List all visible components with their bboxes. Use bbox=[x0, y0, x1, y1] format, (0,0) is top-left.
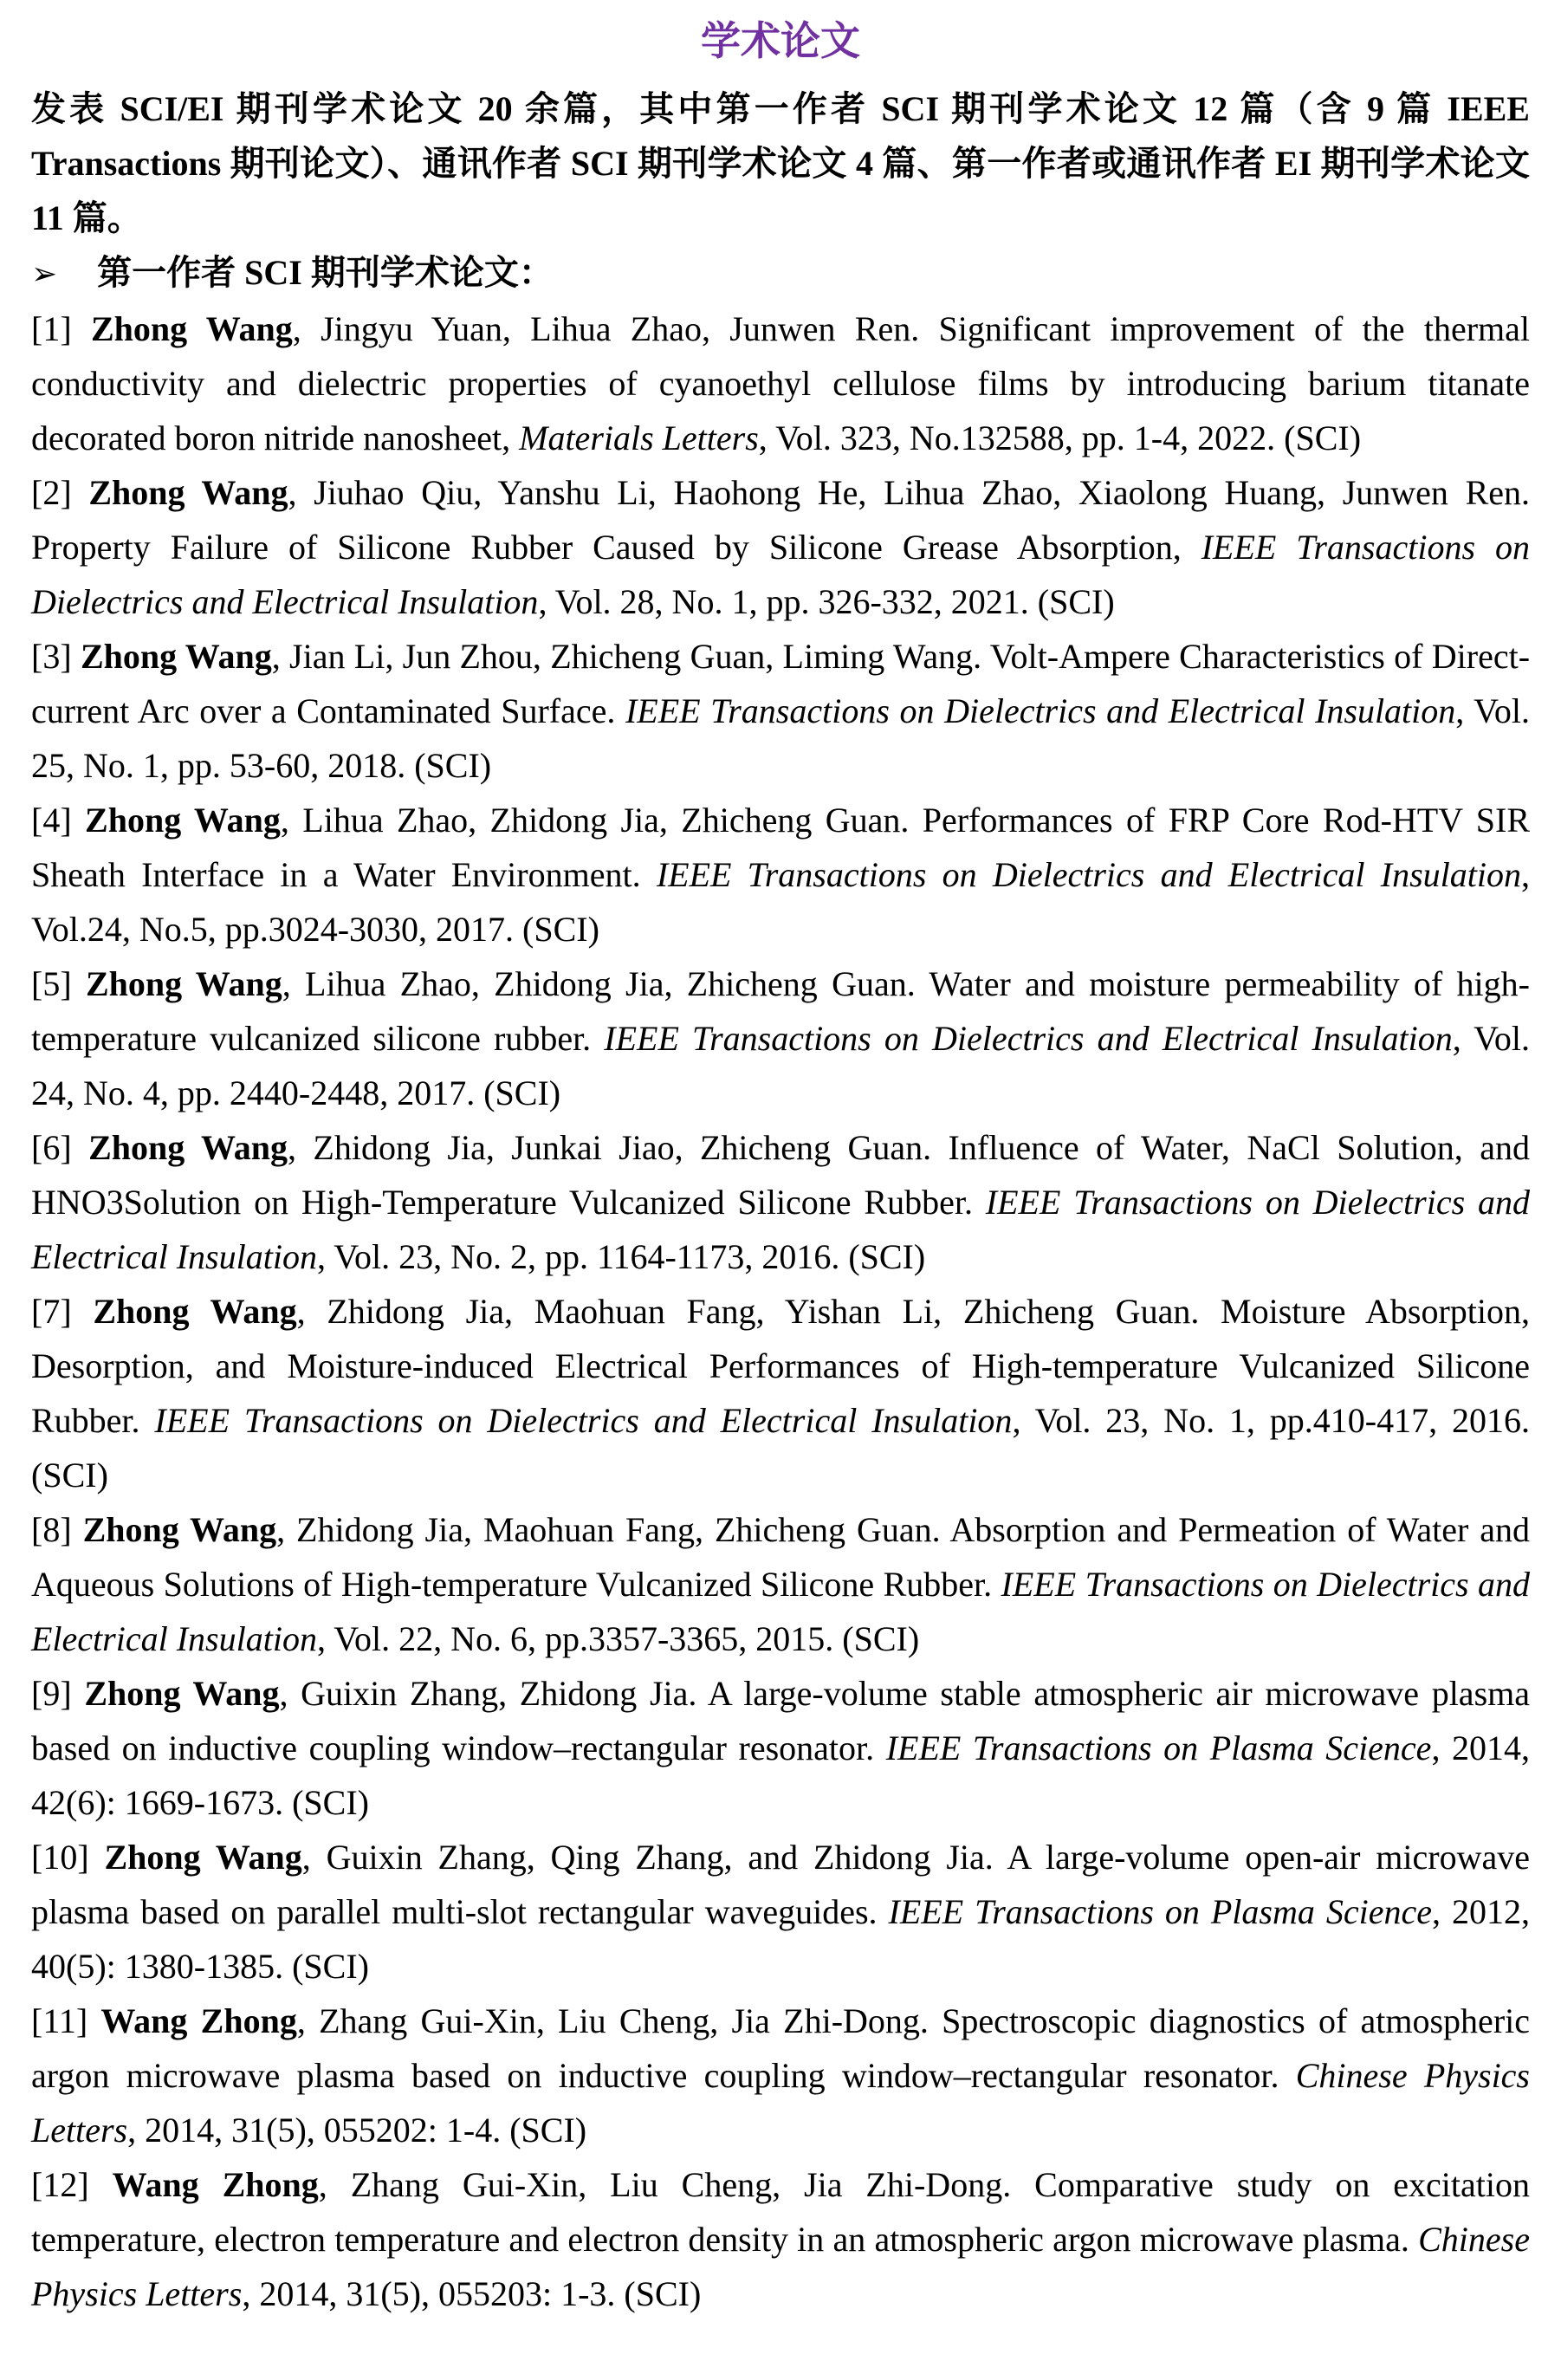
reference-text: , Lihua Zhao, Zhidong Jia, Zhicheng Guan. Water and moisture permeability of high-temperature vulcanized silicone rubber. bbox=[31, 964, 1530, 1058]
reference-text: , Jingyu Yuan, Lihua Zhao, Junwen Ren. Significant improvement of the thermal conductivity and dielectric properties of cyanoethyl cellulose films by introducing barium titanate decorated boron nitride nanosheet, bbox=[31, 309, 1530, 457]
author-name: Wang Zhong bbox=[112, 2165, 319, 2204]
reference-text: , Guixin Zhang, Qing Zhang, and Zhidong Jia. A large-volume open-air microwave plasma based on parallel multi-slot rectangular waveguides. bbox=[31, 1838, 1530, 1931]
reference-item bbox=[31, 2157, 1530, 2321]
reference-item bbox=[31, 1120, 1530, 1284]
journal-name: Chinese Physics Letters bbox=[31, 2220, 1530, 2313]
reference-text: , 2012, 40(5): 1380-1385. (SCI) bbox=[31, 1892, 1530, 1986]
author-name: Zhong Wang bbox=[93, 1292, 297, 1331]
reference-text: , Vol. 25, No. 1, pp. 53-60, 2018. (SCI) bbox=[31, 691, 1530, 785]
reference-text: , Zhidong Jia, Maohuan Fang, Zhicheng Guan. Absorption and Permeation of Water and Aqueous Solutions of High-temperature Vulcanized Silicone Rubber. bbox=[31, 1510, 1530, 1604]
section-heading bbox=[31, 245, 1530, 302]
reference-item bbox=[31, 1830, 1530, 1994]
reference-label: [12] bbox=[31, 2165, 113, 2204]
reference-text: , Jian Li, Jun Zhou, Zhicheng Guan, Liming Wang. Volt-Ampere Characteristics of Direct-current Arc over a Contaminated Surface. bbox=[31, 637, 1531, 730]
reference-label: [10] bbox=[31, 1838, 105, 1877]
journal-name: IEEE Transactions on Dielectrics and Electrical Insulation bbox=[154, 1401, 1013, 1440]
journal-name: IEEE Transactions on Plasma Science bbox=[888, 1892, 1432, 1931]
reference-text: , 2014, 42(6): 1669-1673. (SCI) bbox=[31, 1728, 1531, 1822]
reference-label: [2] bbox=[31, 473, 89, 512]
reference-text: , Zhidong Jia, Junkai Jiao, Zhicheng Guan. Influence of Water, NaCl Solution, and HNO3Solution on High-Temperature Vulcanized Silicone Rubber. bbox=[31, 1128, 1530, 1222]
reference-item bbox=[31, 793, 1530, 957]
document-page bbox=[31, 12, 1530, 2321]
reference-text: , Lihua Zhao, Zhidong Jia, Zhicheng Guan. Performances of FRP Core Rod-HTV SIR Sheath Interface in a Water Environment. bbox=[31, 801, 1531, 894]
reference-item bbox=[31, 1994, 1530, 2157]
reference-text: , 2014, 31(5), 055202: 1-4. (SCI) bbox=[127, 2111, 587, 2150]
journal-name: IEEE Transactions on Plasma Science bbox=[885, 1728, 1432, 1767]
reference-text: , Zhang Gui-Xin, Liu Cheng, Jia Zhi-Dong. Comparative study on excitation temperature, electron temperature and electron density in an atmospheric argon microwave plasma. bbox=[31, 2165, 1531, 2259]
reference-list bbox=[31, 302, 1530, 2321]
reference-label: [11] bbox=[31, 2001, 101, 2040]
reference-text: , Vol. 28, No. 1, pp. 326-332, 2021. (SCI) bbox=[538, 582, 1115, 621]
reference-text: , Guixin Zhang, Zhidong Jia. A large-volume stable atmospheric air microwave plasma based on inductive coupling window–rectangular resonator. bbox=[31, 1674, 1530, 1767]
author-name: Zhong Wang bbox=[88, 1128, 288, 1167]
author-name: Zhong Wang bbox=[88, 473, 288, 512]
author-name: Zhong Wang bbox=[104, 1838, 302, 1877]
reference-text: , Vol. 323, No.132588, pp. 1-4, 2022. (SCI) bbox=[758, 418, 1362, 457]
author-name: Zhong Wang bbox=[85, 801, 281, 840]
journal-name: IEEE Transactions on Dielectrics and Electrical Insulation bbox=[604, 1019, 1453, 1058]
reference-text: , Jiuhao Qiu, Yanshu Li, Haohong He, Lihua Zhao, Xiaolong Huang, Junwen Ren. Property Failure of Silicone Rubber Caused by Silicone Grease Absorption, bbox=[31, 473, 1531, 567]
reference-label: [9] bbox=[31, 1674, 85, 1713]
arrowhead-bullet-icon: ➢ bbox=[31, 256, 58, 292]
author-name: Zhong Wang bbox=[82, 1510, 277, 1549]
reference-item bbox=[31, 1284, 1530, 1502]
reference-text: , Vol. 22, No. 6, pp.3357-3365, 2015. (SCI) bbox=[316, 1619, 920, 1658]
journal-name: Chinese Physics Letters bbox=[31, 2056, 1531, 2150]
journal-name: IEEE Transactions on Dielectrics and Electrical Insulation bbox=[31, 1183, 1530, 1276]
reference-label: [3] bbox=[31, 637, 81, 676]
reference-text: , Zhidong Jia, Maohuan Fang, Yishan Li, Zhicheng Guan. Moisture Absorption, Desorption, and Moisture-induced Electrical Performances of High-temperature Vulcanized Silicone Rubber. bbox=[31, 1292, 1530, 1440]
reference-item bbox=[31, 302, 1530, 465]
reference-text: , Vol. 23, No. 2, pp. 1164-1173, 2016. (SCI) bbox=[316, 1237, 926, 1276]
author-name: Wang Zhong bbox=[100, 2001, 297, 2040]
reference-text: , Vol.24, No.5, pp.3024-3030, 2017. (SCI) bbox=[31, 855, 1530, 949]
journal-name: IEEE Transactions on Dielectrics and Electrical Insulation bbox=[31, 528, 1531, 621]
journal-name: Materials Letters bbox=[519, 418, 759, 457]
reference-label: [6] bbox=[31, 1128, 89, 1167]
journal-name: IEEE Transactions on Dielectrics and Electrical Insulation bbox=[31, 1565, 1531, 1658]
reference-item bbox=[31, 1666, 1530, 1830]
reference-label: [7] bbox=[31, 1292, 94, 1331]
reference-item bbox=[31, 465, 1530, 629]
reference-text: , 2014, 31(5), 055203: 1-3. (SCI) bbox=[242, 2274, 702, 2313]
author-name: Zhong Wang bbox=[85, 964, 282, 1003]
intro-paragraph: 发表 SCI/EI 期刊学术论文 20 余篇，其中第一作者 SCI 期刊学术论文 12 篇（含 9 篇 IEEE Transactions 期刊论文）、通讯作者 SCI 期刊学术论文 4 篇、第一作者或通讯作者 EI 期刊学术论文 11 篇。 bbox=[31, 89, 1530, 237]
section-heading-text: 第一作者 SCI 期刊学术论文： bbox=[97, 253, 554, 292]
author-name: Zhong Wang bbox=[84, 1674, 280, 1713]
reference-item bbox=[31, 629, 1530, 793]
reference-label: [1] bbox=[31, 309, 91, 348]
reference-item bbox=[31, 1502, 1530, 1666]
reference-text: , Vol. 24, No. 4, pp. 2440-2448, 2017. (SCI) bbox=[31, 1019, 1530, 1112]
reference-text: , Vol. 23, No. 1, pp.410-417, 2016. (SCI) bbox=[31, 1401, 1531, 1495]
reference-label: [4] bbox=[31, 801, 86, 840]
reference-text: , Zhang Gui-Xin, Liu Cheng, Jia Zhi-Dong. Spectroscopic diagnostics of atmospheric argon microwave plasma based on inductive coupling window–rectangular resonator. bbox=[31, 2001, 1531, 2095]
reference-label: [8] bbox=[31, 1510, 83, 1549]
reference-item bbox=[31, 957, 1530, 1120]
author-name: Zhong Wang bbox=[90, 309, 293, 348]
author-name: Zhong Wang bbox=[80, 637, 272, 676]
reference-label: [5] bbox=[31, 964, 86, 1003]
journal-name: IEEE Transactions on Dielectrics and Electrical Insulation bbox=[656, 855, 1521, 894]
journal-name: IEEE Transactions on Dielectrics and Electrical Insulation bbox=[625, 691, 1456, 730]
page-title: 学术论文 bbox=[701, 19, 860, 63]
